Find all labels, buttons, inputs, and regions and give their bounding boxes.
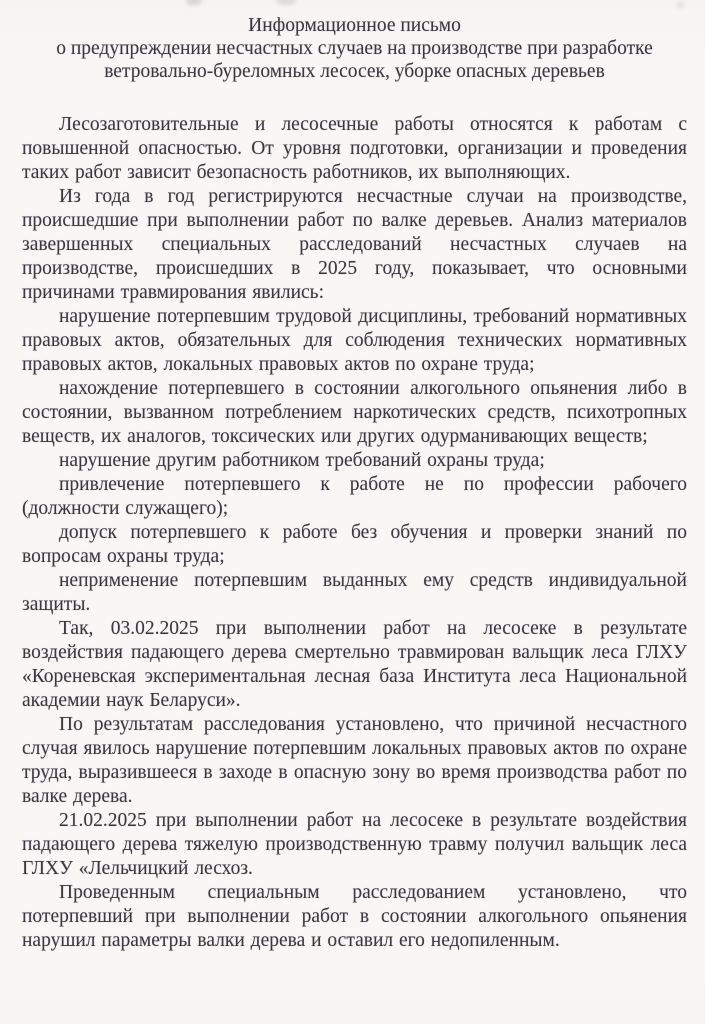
paragraph-case-1: Так, 03.02.2025 при выполнении работ на лесосеке в результате воздействия падающего дерева смертельно травмирован вальщик леса ГЛХУ «Кореневская экспериментальная лесная база Института леса Национальной академии наук Беларуси». <box>22 618 687 711</box>
paragraph-case-2-findings: Проведенным специальным расследованием установлено, что потерпевший при выполнении работ в состоянии алкогольного опьянения нарушил параметры валки дерева и оставил его недопиленным. <box>22 882 687 951</box>
paragraph-cause-profession: привлечение потерпевшего к работе не по профессии рабочего (должности служащего); <box>22 474 687 519</box>
scan-smudge <box>186 0 202 5</box>
paragraph-cause-discipline: нарушение потерпевшим трудовой дисциплины, требований нормативных правовых актов, обязательных для соблюдения технических нормативных правовых актов, локальных правовых актов по охране труда; <box>22 306 687 375</box>
letter-title <box>22 14 687 83</box>
title-line-3: ветровально-буреломных лесосек, уборке опасных деревьев <box>104 61 605 82</box>
scan-smudge <box>276 0 296 5</box>
paragraph-intro: Лесозаготовительные и лесосечные работы относятся к работам с повышенной опасностью. От уровня подготовки, организации и проведения таких работ зависит безопасность работников, их выполняющих. <box>22 114 687 183</box>
paragraph-case-1-findings: По результатам расследования установлено, что причиной несчастного случая явилось нарушение потерпевшим локальных правовых актов по охране труда, выразившееся в заходе в опасную зону во время производства работ по валке дерева. <box>22 714 687 807</box>
letter-body <box>22 113 687 953</box>
paragraph-cause-training: допуск потерпевшего к работе без обучения и проверки знаний по вопросам охраны труда; <box>22 522 687 567</box>
paragraph-cause-other-worker: нарушение другим работником требований охраны труда; <box>59 450 545 471</box>
paragraph-cause-ppe: неприменение потерпевшим выданных ему средств индивидуальной защиты. <box>22 570 687 615</box>
paragraph-analysis: Из года в год регистрируются несчастные случаи на производстве, происшедшие при выполнении работ по валке деревьев. Анализ материалов завершенных специальных расследований несчастных случаев на производстве, происшедших в 2025 году, показывает, что основными причинами травмирования явились: <box>22 186 687 303</box>
title-line-1: Информационное письмо <box>248 15 461 36</box>
paragraph-case-2: 21.02.2025 при выполнении работ на лесосеке в результате воздействия падающего дерева тяжелую производственную травму получил вальщик леса ГЛХУ «Лельчицкий лесхоз. <box>22 810 687 879</box>
paragraph-cause-intoxication: нахождение потерпевшего в состоянии алкогольного опьянения либо в состоянии, вызванном потреблением наркотических средств, психотропных веществ, их аналогов, токсических или других одурманивающих веществ; <box>22 378 687 447</box>
title-line-2: о предупреждении несчастных случаев на производстве при разработке <box>56 38 653 59</box>
scan-smudge <box>676 2 685 7</box>
